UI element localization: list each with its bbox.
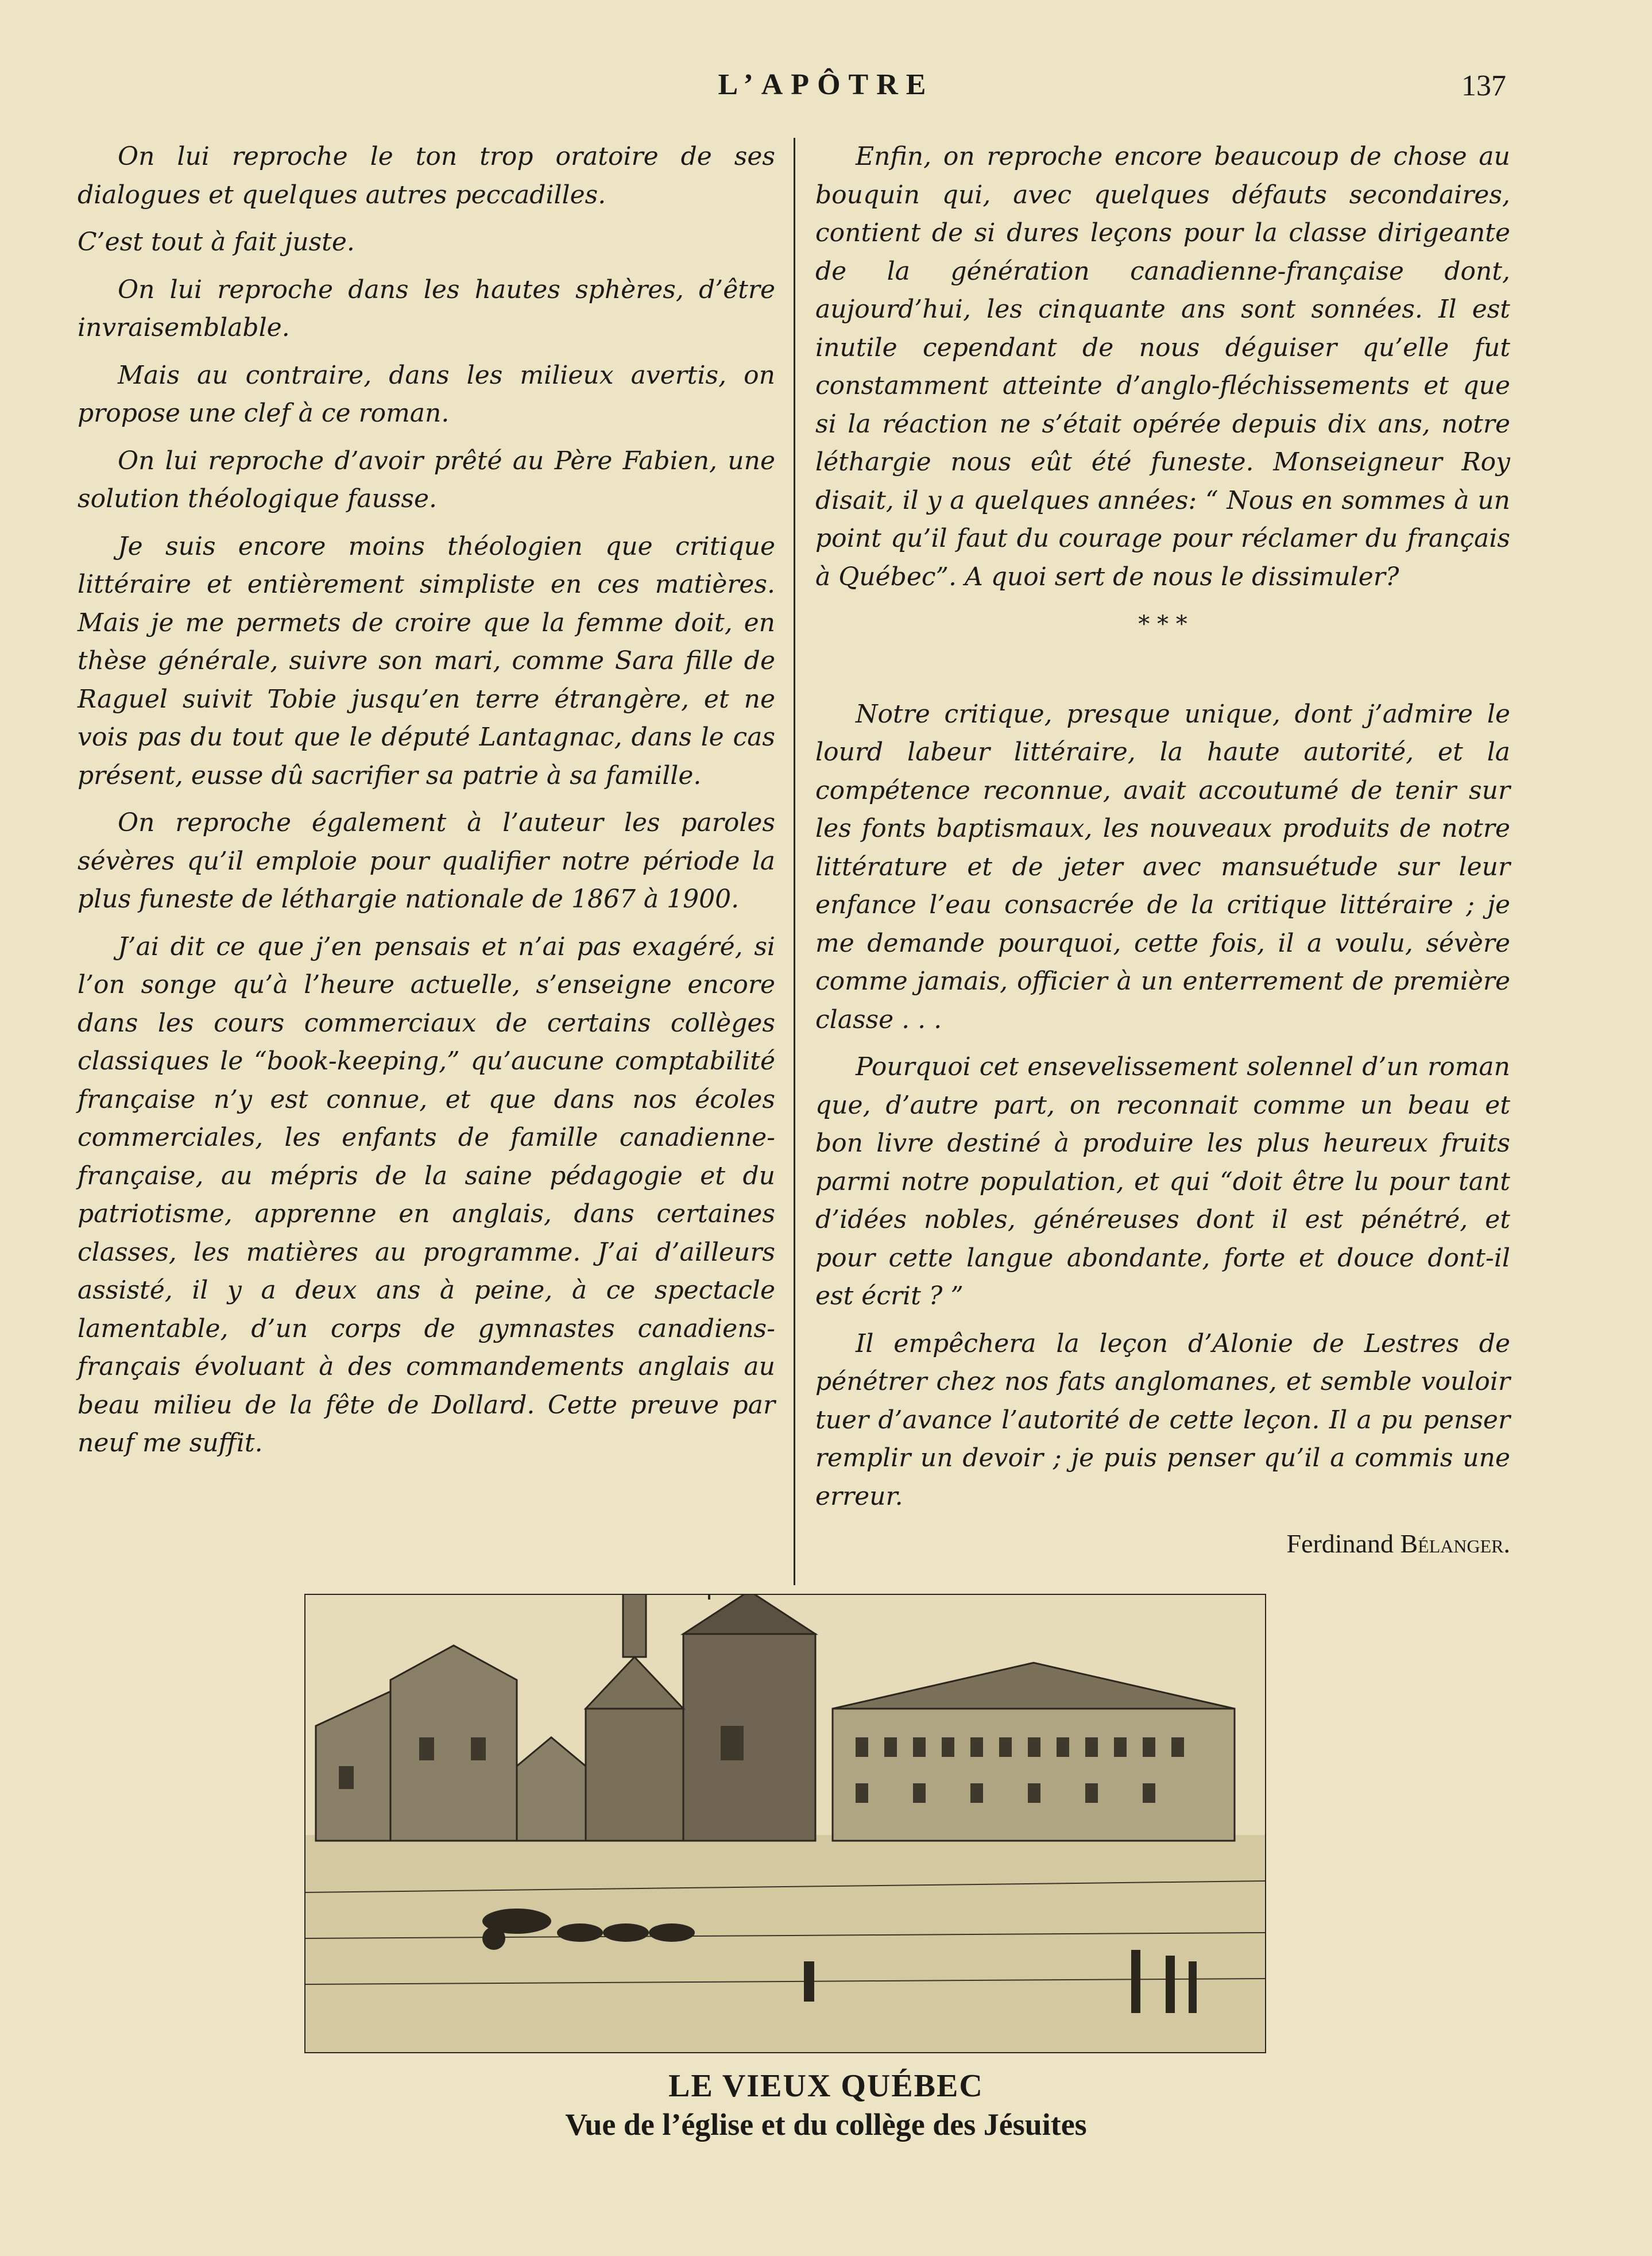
right-column bbox=[815, 138, 1510, 1563]
right-paragraph-1: Enfin, on reproche encore beaucoup de chose au bouquin qui, avec quelques défauts secondaires, contient de si dures leçons pour la classe dirigeante de la génération canadienne-française dont, aujourd’hui, les cinquante ans sont sonnées. Il est inutile cependant de nous déguiser qu’elle fut constamment atteinte d’anglo-fléchissements et que si la réaction ne s’était opérée depuis dix ans, notre léthargie nous eût été funeste. Monseigneur Roy disait, il y a quelques années: “ Nous en sommes à un point qu’il faut du courage pour réclamer du français à Québec”. A quoi sert de nous le dissimuler? bbox=[815, 142, 1510, 592]
old-quebec-engraving bbox=[304, 1594, 1266, 2053]
left-column bbox=[78, 138, 775, 1472]
author-signature bbox=[815, 1525, 1510, 1563]
left-paragraph-6: Je suis encore moins théologien que critique littéraire et entièrement simpliste en ces matières. Mais je me permets de croire que la femme doit, en thèse générale, suivre son mari, comme Sara fille de Raguel suivit Tobie jusqu’en terre étrangère, et ne vois pas du tout que le député Lantagnac, dans le cas présent, eusse dû sacrifier sa patrie à sa famille. bbox=[78, 531, 775, 790]
left-paragraph-1: On lui reproche le ton trop oratoire de ses dialogues et quelques autres peccadilles. bbox=[78, 142, 775, 210]
left-paragraph-2: C’est tout à fait juste. bbox=[78, 227, 355, 257]
left-paragraph-7: On reproche également à l’auteur les paroles sévères qu’il emploie pour qualifier notre période la plus funeste de léthargie nationale de 1867 à 1900. bbox=[78, 808, 775, 914]
page-number: 137 bbox=[1461, 69, 1506, 102]
left-paragraph-5: On lui reproche d’avoir prêté au Père Fabien, une solution théologique fausse. bbox=[78, 446, 775, 513]
running-title: L’APÔTRE bbox=[718, 68, 934, 101]
author-first-name: Ferdinand bbox=[1286, 1529, 1394, 1558]
right-paragraph-2: Notre critique, presque unique, dont j’admire le lourd labeur littéraire, la haute autorité, et la compétence reconnue, avait accoutumé de tenir sur les fonts baptismaux, les nouveaux produits de notre littérature et de jeter avec mansuétude sur leur enfance l’eau consacrée de la critique littéraire ; je me demande pourquoi, cette fois, il a voulu, sévère comme jamais, officier à un enterrement de première classe . . . bbox=[815, 699, 1510, 1034]
right-paragraph-3: Pourquoi cet ensevelissement solennel d’un roman que, d’autre part, on reconnait comme un beau et bon livre destiné à produire les plus heureux fruits parmi notre population, et qui “doit être lu pour tant d’idées nobles, généreuses dont il est pénétré, et pour cette langue abondante, forte et douce dont-il est écrit ? ” bbox=[815, 1052, 1510, 1311]
section-separator: * * * bbox=[1138, 611, 1187, 638]
left-paragraph-3: On lui reproche dans les hautes sphères, d’être invraisemblable. bbox=[78, 275, 775, 342]
author-last-name: Bélanger. bbox=[1400, 1529, 1510, 1558]
figure-caption-title: LE VIEUX QUÉBEC bbox=[668, 2068, 984, 2104]
figure-caption-subtitle: Vue de l’église et du collège des Jésuites bbox=[565, 2107, 1087, 2142]
right-paragraph-4: Il empêchera la leçon d’Alonie de Lestres de pénétrer chez nos fats anglomanes, et semble vouloir tuer d’avance l’autorité de cette leçon. Il a pu penser remplir un devoir ; je puis penser qu’il a commis une erreur. bbox=[815, 1328, 1510, 1511]
column-divider bbox=[794, 138, 795, 1585]
left-paragraph-4: Mais au contraire, dans les milieux avertis, on propose une clef à ce roman. bbox=[78, 360, 775, 428]
left-paragraph-8: J’ai dit ce que j’en pensais et n’ai pas exagéré, si l’on songe qu’à l’heure actuelle, s’enseigne encore dans les cours commerciaux de certains collèges classiques le “book-keeping,” qu’aucune comptabilité française n’y est connue, et que dans nos écoles commerciales, les enfants de famille canadienne-française, au mépris de la saine pédagogie et du patriotisme, apprenne en anglais, dans certaines classes, les matières au programme. J’ai d’ailleurs assisté, il y a deux ans à peine, à ce spectacle lamentable, d’un corps de gymnastes canadiens-français évoluant à des commandements anglais au beau milieu de la fête de Dollard. Cette preuve par neuf me suffit. bbox=[78, 932, 775, 1458]
